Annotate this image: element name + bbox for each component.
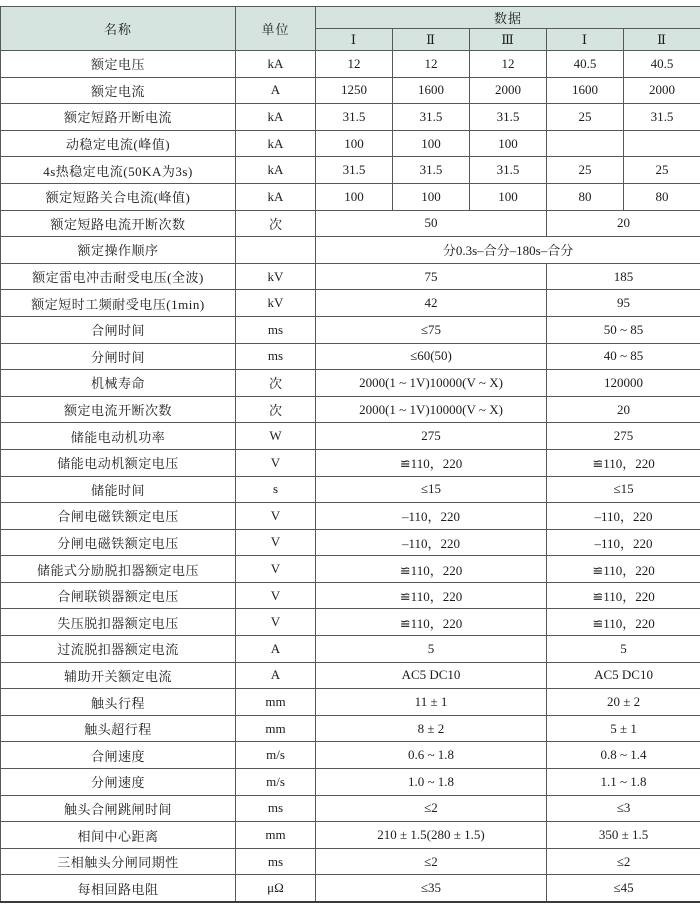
subheader-col-2: Ⅱ (393, 29, 470, 51)
table-row (1, 662, 700, 689)
row-unit: V (236, 609, 316, 636)
row-value: 12 (316, 51, 393, 78)
row-value-group2: 95 (547, 290, 700, 317)
spec-table-body (1, 51, 700, 903)
row-value-group1: ≤2 (316, 848, 547, 875)
row-name: 合闸电磁铁额定电压 (1, 503, 236, 530)
row-name: 机械寿命 (1, 370, 236, 397)
row-unit: A (236, 636, 316, 663)
row-unit (236, 237, 316, 264)
row-value: 40.5 (547, 51, 624, 78)
row-value (547, 130, 624, 157)
row-value-group2: 20 (547, 210, 700, 237)
table-header (1, 7, 700, 51)
table-row (1, 77, 700, 104)
table-row (1, 769, 700, 796)
row-unit: μΩ (236, 875, 316, 902)
row-name: 分闸电磁铁额定电压 (1, 529, 236, 556)
row-unit: V (236, 529, 316, 556)
row-unit: 次 (236, 370, 316, 397)
row-value: 31.5 (393, 157, 470, 184)
row-value-group1: 275 (316, 423, 547, 450)
row-value-group2: 1.1 ~ 1.8 (547, 769, 700, 796)
row-value-group1: 8 ± 2 (316, 715, 547, 742)
row-unit: kV (236, 263, 316, 290)
row-unit: ms (236, 343, 316, 370)
table-row (1, 822, 700, 849)
table-row (1, 210, 700, 237)
row-unit: kA (236, 104, 316, 131)
row-name: 分闸时间 (1, 343, 236, 370)
row-name: 辅助开关额定电流 (1, 662, 236, 689)
row-value-group2: ≌110，220 (547, 609, 700, 636)
table-row (1, 556, 700, 583)
row-value: 31.5 (624, 104, 700, 131)
row-value-group1: ≌110，220 (316, 609, 547, 636)
row-unit: 次 (236, 396, 316, 423)
row-name: 储能式分励脱扣器额定电压 (1, 556, 236, 583)
row-value: 25 (547, 157, 624, 184)
row-value-group2: ≤2 (547, 848, 700, 875)
table-row (1, 875, 700, 902)
spec-table (0, 6, 700, 903)
row-value-group2: 5 (547, 636, 700, 663)
row-unit: V (236, 582, 316, 609)
row-value: 100 (393, 130, 470, 157)
row-unit: kA (236, 183, 316, 210)
row-name: 额定短路电流开断次数 (1, 210, 236, 237)
row-value-group1: ≤35 (316, 875, 547, 902)
row-name: 触头超行程 (1, 715, 236, 742)
row-unit: mm (236, 822, 316, 849)
row-name: 额定电流开断次数 (1, 396, 236, 423)
header-unit: 单位 (236, 7, 316, 51)
table-row (1, 582, 700, 609)
row-value: 31.5 (470, 157, 547, 184)
row-value-group2: ≤3 (547, 795, 700, 822)
row-value: 100 (316, 183, 393, 210)
row-unit: mm (236, 689, 316, 716)
row-unit: kA (236, 51, 316, 78)
row-name: 储能电动机额定电压 (1, 449, 236, 476)
table-row (1, 316, 700, 343)
row-name: 每相回路电阻 (1, 875, 236, 902)
table-row (1, 636, 700, 663)
row-name: 储能电动机功率 (1, 423, 236, 450)
table-row (1, 104, 700, 131)
row-name: 合闸时间 (1, 316, 236, 343)
row-value: 12 (393, 51, 470, 78)
row-name: 额定电压 (1, 51, 236, 78)
row-value-group2: 50 ~ 85 (547, 316, 700, 343)
row-unit: V (236, 556, 316, 583)
row-value-group2: AC5 DC10 (547, 662, 700, 689)
row-name: 额定操作顺序 (1, 237, 236, 264)
subheader-col-5: Ⅱ (624, 29, 700, 51)
row-value-group2: ≌110，220 (547, 556, 700, 583)
row-unit: m/s (236, 769, 316, 796)
row-name: 分闸速度 (1, 769, 236, 796)
table-row (1, 237, 700, 264)
row-value-group2: 20 ± 2 (547, 689, 700, 716)
row-value-group1: 42 (316, 290, 547, 317)
row-unit: A (236, 662, 316, 689)
row-value: 80 (547, 183, 624, 210)
row-unit: V (236, 449, 316, 476)
row-value-group1: 210 ± 1.5(280 ± 1.5) (316, 822, 547, 849)
row-value: 100 (316, 130, 393, 157)
row-name: 合闸速度 (1, 742, 236, 769)
row-value: 1250 (316, 77, 393, 104)
row-name: 相间中心距离 (1, 822, 236, 849)
row-value-group1: –110，220 (316, 529, 547, 556)
row-value-group1: 0.6 ~ 1.8 (316, 742, 547, 769)
table-row (1, 848, 700, 875)
row-value: 2000 (470, 77, 547, 104)
row-value-group2: ≌110，220 (547, 582, 700, 609)
row-value-group1: AC5 DC10 (316, 662, 547, 689)
row-value-group1: ≌110，220 (316, 556, 547, 583)
row-name: 额定短路关合电流(峰值) (1, 183, 236, 210)
row-value-group1: ≌110，220 (316, 449, 547, 476)
table-row (1, 396, 700, 423)
header-name: 名称 (1, 7, 236, 51)
row-value-group1: ≤2 (316, 795, 547, 822)
row-value-group1: ≤15 (316, 476, 547, 503)
row-value: 31.5 (316, 157, 393, 184)
row-value: 31.5 (316, 104, 393, 131)
table-row (1, 689, 700, 716)
row-value-group1: 2000(1 ~ 1V)10000(V ~ X) (316, 370, 547, 397)
row-value-group1: 2000(1 ~ 1V)10000(V ~ X) (316, 396, 547, 423)
row-value (624, 130, 700, 157)
row-value-group1: 50 (316, 210, 547, 237)
row-value-group1: 11 ± 1 (316, 689, 547, 716)
row-unit: V (236, 503, 316, 530)
row-value: 2000 (624, 77, 700, 104)
row-name: 三相触头分闸同期性 (1, 848, 236, 875)
subheader-col-1: Ⅰ (316, 29, 393, 51)
table-row (1, 715, 700, 742)
row-unit: kA (236, 157, 316, 184)
row-unit: 次 (236, 210, 316, 237)
row-name: 过流脱扣器额定电流 (1, 636, 236, 663)
row-name: 额定雷电冲击耐受电压(全波) (1, 263, 236, 290)
header-row-top (1, 7, 700, 29)
row-value: 40.5 (624, 51, 700, 78)
row-value: 1600 (547, 77, 624, 104)
row-value-group2: ≤45 (547, 875, 700, 902)
row-name: 动稳定电流(峰值) (1, 130, 236, 157)
table-row (1, 263, 700, 290)
row-unit: W (236, 423, 316, 450)
row-unit: A (236, 77, 316, 104)
row-value: 31.5 (393, 104, 470, 131)
row-value-group1: ≌110，220 (316, 582, 547, 609)
row-value-group2: 5 ± 1 (547, 715, 700, 742)
row-name: 合闸联锁器额定电压 (1, 582, 236, 609)
row-unit: m/s (236, 742, 316, 769)
row-value-group1: 5 (316, 636, 547, 663)
table-row (1, 529, 700, 556)
table-row (1, 449, 700, 476)
row-unit: mm (236, 715, 316, 742)
row-value: 12 (470, 51, 547, 78)
table-row (1, 503, 700, 530)
row-value: 25 (624, 157, 700, 184)
row-value-group2: 120000 (547, 370, 700, 397)
row-value-group2: 20 (547, 396, 700, 423)
table-row (1, 476, 700, 503)
header-data: 数据 (316, 7, 700, 29)
row-value: 100 (470, 130, 547, 157)
row-value-group2: ≌110，220 (547, 449, 700, 476)
row-unit: kA (236, 130, 316, 157)
table-row (1, 609, 700, 636)
row-name: 触头合闸跳闸时间 (1, 795, 236, 822)
row-unit: kV (236, 290, 316, 317)
subheader-col-3: Ⅲ (470, 29, 547, 51)
row-unit: ms (236, 848, 316, 875)
row-value: 80 (624, 183, 700, 210)
row-value-group1: ≤75 (316, 316, 547, 343)
subheader-col-4: Ⅰ (547, 29, 624, 51)
row-value-group1: 75 (316, 263, 547, 290)
row-value: 1600 (393, 77, 470, 104)
table-row (1, 290, 700, 317)
table-row (1, 795, 700, 822)
row-name: 4s热稳定电流(50KA为3s) (1, 157, 236, 184)
row-value-group2: ≤15 (547, 476, 700, 503)
row-name: 额定短时工频耐受电压(1min) (1, 290, 236, 317)
row-unit: s (236, 476, 316, 503)
row-value-group2: –110，220 (547, 529, 700, 556)
row-value-group2: –110，220 (547, 503, 700, 530)
row-unit: ms (236, 316, 316, 343)
table-row (1, 130, 700, 157)
table-row (1, 742, 700, 769)
row-value-group1: –110，220 (316, 503, 547, 530)
row-value-group1: 1.0 ~ 1.8 (316, 769, 547, 796)
row-name: 失压脱扣器额定电压 (1, 609, 236, 636)
row-value: 100 (470, 183, 547, 210)
row-value-group2: 40 ~ 85 (547, 343, 700, 370)
row-value-group1: ≤60(50) (316, 343, 547, 370)
row-value: 100 (393, 183, 470, 210)
table-row (1, 157, 700, 184)
table-row (1, 343, 700, 370)
row-value-group2: 185 (547, 263, 700, 290)
table-row (1, 370, 700, 397)
row-name: 触头行程 (1, 689, 236, 716)
row-name: 额定短路开断电流 (1, 104, 236, 131)
row-value-group2: 0.8 ~ 1.4 (547, 742, 700, 769)
row-value: 31.5 (470, 104, 547, 131)
table-row (1, 51, 700, 78)
row-value-full: 分0.3s–合分–180s–合分 (316, 237, 700, 264)
row-name: 额定电流 (1, 77, 236, 104)
row-value-group2: 275 (547, 423, 700, 450)
row-value-group2: 350 ± 1.5 (547, 822, 700, 849)
row-unit: ms (236, 795, 316, 822)
row-name: 储能时间 (1, 476, 236, 503)
table-row (1, 423, 700, 450)
table-row (1, 183, 700, 210)
row-value: 25 (547, 104, 624, 131)
